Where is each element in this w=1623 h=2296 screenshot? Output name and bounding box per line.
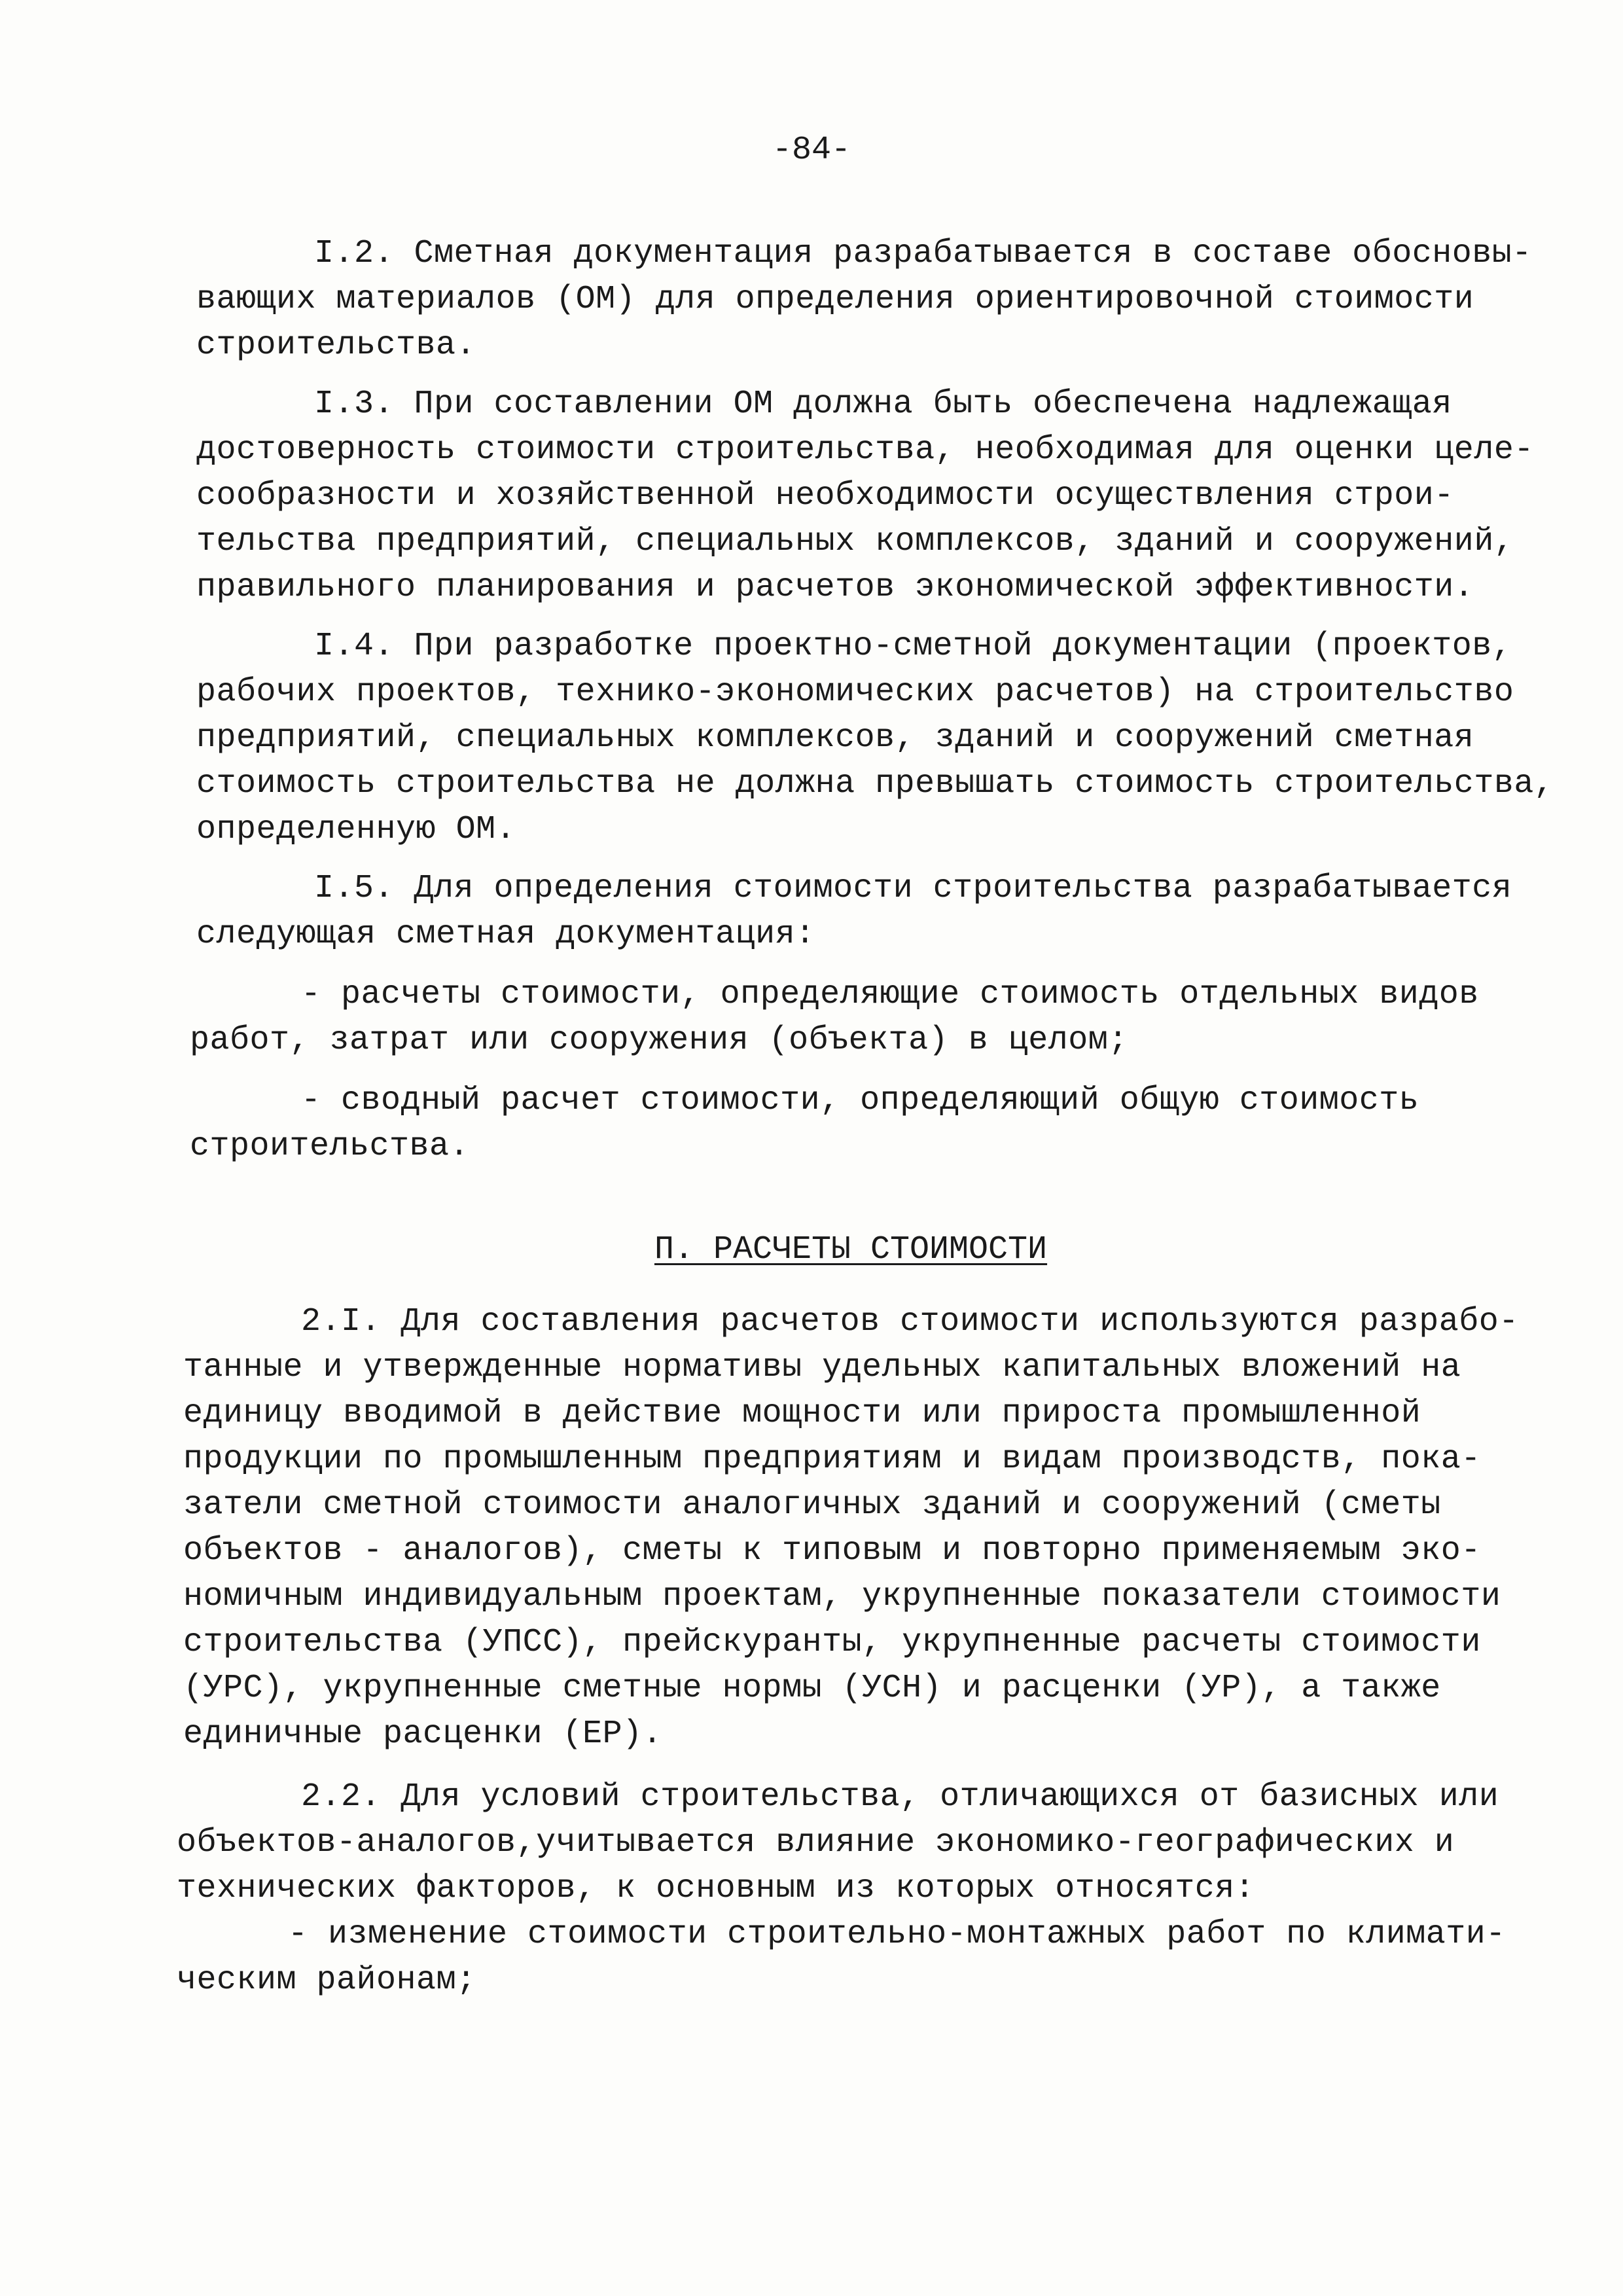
paragraph-1-5-line-2: следующая сметная документация: [196,916,815,953]
paragraph-1-4-line-4: стоимость строительства не должна превышать стоимость строительства, [196,765,1554,802]
list-item-1-line-2: работ, затрат или сооружения (объекта) в целом; [190,1022,1128,1059]
paragraph-2-2-line-3: технических факторов, к основным из которых относятся: [177,1870,1255,1907]
paragraph-2-1-line-5: затели сметной стоимости аналогичных зданий и сооружений (сметы [183,1486,1441,1524]
paragraph-2-1-line-1: 2.I. Для составления расчетов стоимости используются разрабо- [301,1303,1519,1340]
paragraph-2-1-line-4: продукции по промышленным предприятиям и видам производств, пока- [183,1441,1481,1478]
paragraph-1-4-line-3: предприятий, специальных комплексов, зданий и сооружений сметная [196,719,1474,757]
page-number: -84- [772,132,851,169]
list-item-3-line-1: - изменение стоимости строительно-монтажных работ по климати- [288,1916,1506,1953]
paragraph-1-2-line-1: I.2. Сметная документация разрабатывается в составе обосновы- [314,235,1532,272]
paragraph-1-4-line-1: I.4. При разработке проектно-сметной документации (проектов, [314,628,1512,665]
paragraph-2-1-line-6: объектов - аналогов), сметы к типовым и повторно применяемым эко- [183,1532,1481,1570]
paragraph-1-4-line-5: определенную ОМ. [196,811,516,848]
paragraph-1-2-line-3: строительства. [196,327,476,364]
paragraph-2-1-line-3: единицу вводимой в действие мощности или прироста промышленной [183,1395,1421,1432]
paragraph-1-3-line-5: правильного планирования и расчетов экономической эффективности. [196,569,1474,606]
paragraph-1-3-line-1: I.3. При составлении ОМ должна быть обеспечена надлежащая [314,386,1452,423]
paragraph-1-5-line-1: I.5. Для определения стоимости строительства разрабатывается [314,870,1512,907]
paragraph-2-2-line-1: 2.2. Для условий строительства, отличающихся от базисных или [301,1778,1499,1816]
paragraph-2-1-line-10: единичные расценки (ЕР). [183,1715,663,1753]
list-item-1-line-1: - расчеты стоимости, определяющие стоимость отдельных видов [301,976,1479,1013]
paragraph-2-1-line-7: номичным индивидуальным проектам, укрупненные показатели стоимости [183,1578,1501,1615]
list-item-2-line-2: строительства. [190,1128,470,1165]
paragraph-1-3-line-3: сообразности и хозяйственной необходимости осуществления строи- [196,477,1454,514]
paragraph-2-1-line-9: (УРС), укрупненные сметные нормы (УСН) и расценки (УР), а также [183,1670,1441,1707]
paragraph-2-1-line-8: строительства (УПСС), прейскуранты, укрупненные расчеты стоимости [183,1624,1481,1661]
paragraph-2-2-line-2: объектов-аналогов,учитывается влияние экономико-географических и [177,1824,1455,1861]
list-item-3-line-2: ческим районам; [177,1962,476,1999]
list-item-2-line-1: - сводный расчет стоимости, определяющий общую стоимость [301,1082,1419,1119]
paragraph-1-3-line-2: достоверность стоимости строительства, необходимая для оценки целе- [196,431,1534,469]
paragraph-1-4-line-2: рабочих проектов, технико-экономических расчетов) на строительство [196,673,1514,711]
paragraph-1-2-line-2: вающих материалов (ОМ) для определения ориентировочной стоимости [196,281,1474,318]
section-heading: П. РАСЧЕТЫ СТОИМОСТИ [654,1231,1048,1268]
paragraph-2-1-line-2: танные и утвержденные нормативы удельных капитальных вложений на [183,1349,1461,1386]
paragraph-1-3-line-4: тельства предприятий, специальных комплексов, зданий и сооружений, [196,523,1514,560]
